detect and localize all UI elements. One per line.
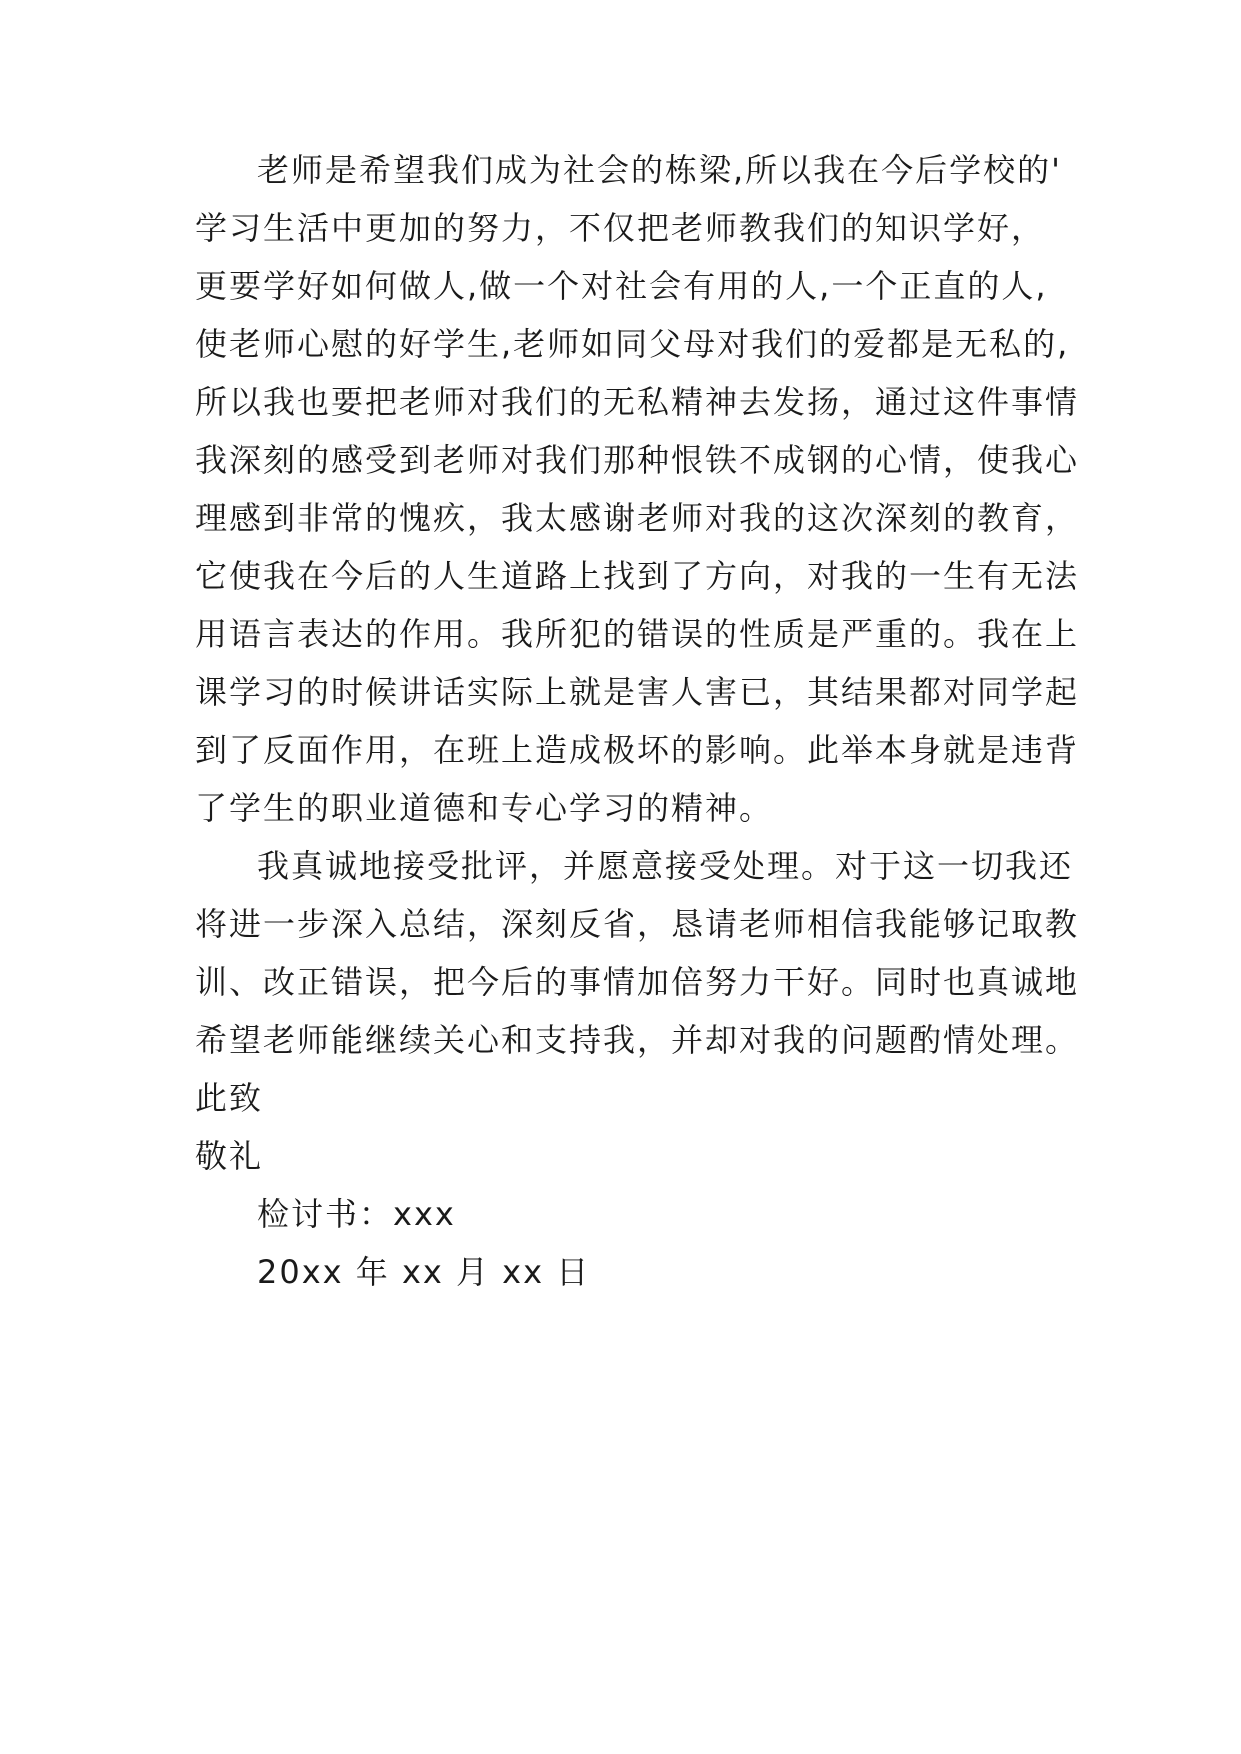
paragraph-line: 我真诚地接受批评，并愿意接受处理。对于这一切我还 — [257, 847, 1074, 885]
paragraph-line: 了学生的职业道德和专心学习的精神。 — [195, 789, 774, 827]
paragraph-line: 训、改正错误，把今后的事情加倍努力干好。同时也真诚地 — [195, 963, 1080, 1001]
date-line: 20xx 年 xx 月 xx 日 — [257, 1253, 591, 1291]
paragraph-line: 理感到非常的愧疚，我太感谢老师对我的这次深刻的教育， — [195, 499, 1080, 537]
paragraph-line: 希望老师能继续关心和支持我，并却对我的问题酌情处理。 — [195, 1021, 1080, 1059]
paragraph-line: 我深刻的感受到老师对我们那种恨铁不成钢的心情，使我心 — [195, 441, 1080, 479]
signature-line: 检讨书：xxx — [257, 1195, 456, 1233]
paragraph-line: 使老师心慰的好学生,老师如同父母对我们的爱都是无私的, — [195, 325, 1070, 363]
paragraph-line: 它使我在今后的人生道路上找到了方向，对我的一生有无法 — [195, 557, 1080, 595]
paragraph-line: 更要学好如何做人,做一个对社会有用的人,一个正直的人, — [195, 267, 1048, 305]
paragraph-line: 将进一步深入总结，深刻反省，恳请老师相信我能够记取教 — [195, 905, 1080, 943]
salutation-line: 敬礼 — [195, 1137, 264, 1175]
paragraph-line: 用语言表达的作用。我所犯的错误的性质是严重的。我在上 — [195, 615, 1080, 653]
paragraph-line: 学习生活中更加的努力，不仅把老师教我们的知识学好， — [195, 209, 1046, 247]
paragraph-line: 课学习的时候讲话实际上就是害人害已，其结果都对同学起 — [195, 673, 1080, 711]
paragraph-line: 到了反面作用，在班上造成极坏的影响。此举本身就是违背 — [195, 731, 1080, 769]
closing-line: 此致 — [195, 1079, 264, 1117]
paragraph-line: 老师是希望我们成为社会的栋梁,所以我在今后学校的' — [257, 151, 1062, 189]
paragraph-line: 所以我也要把老师对我们的无私精神去发扬，通过这件事情 — [195, 383, 1080, 421]
